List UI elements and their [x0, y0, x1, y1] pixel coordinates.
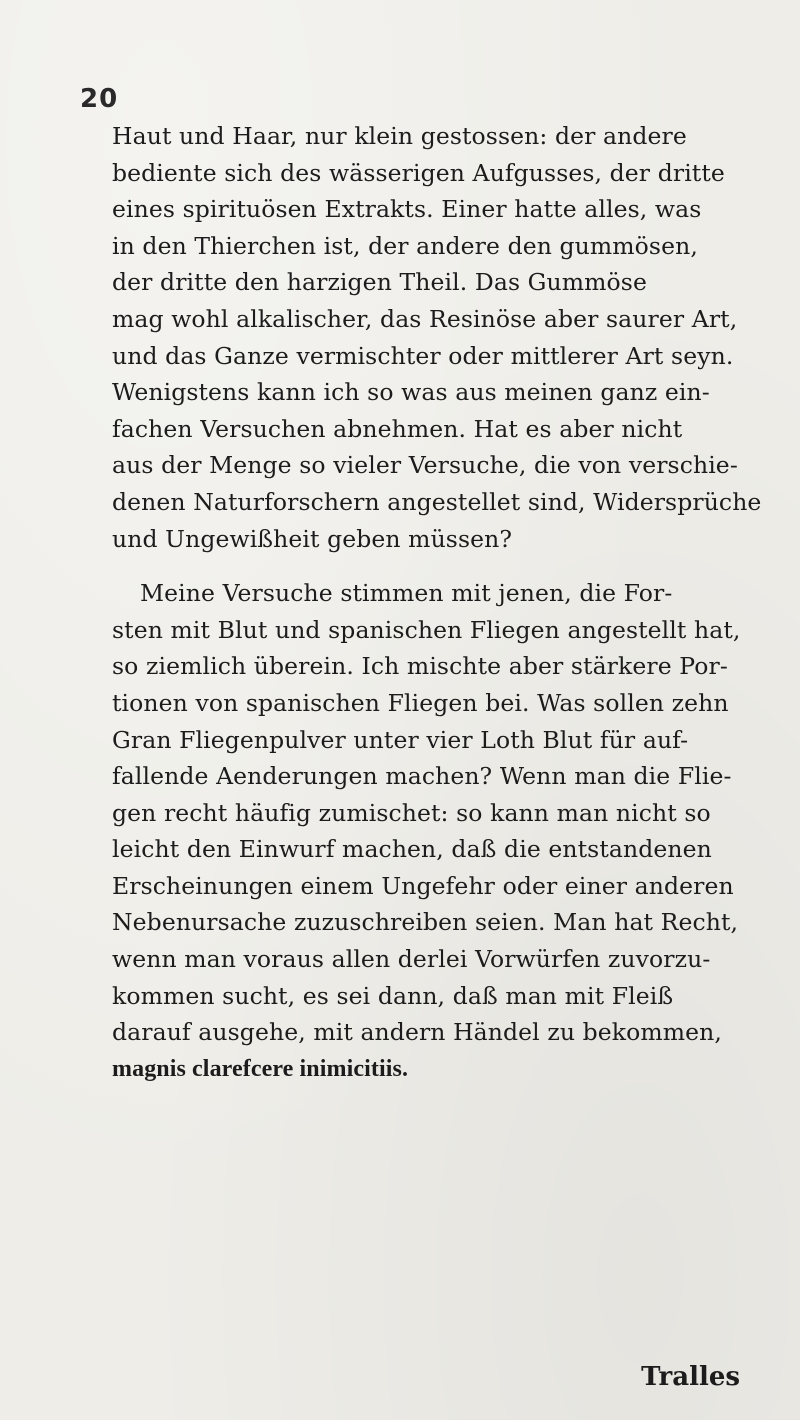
text-line: tionen von spanischen Fliegen bei. Was sollen zehn [112, 688, 729, 717]
text-line: darauf ausgehe, mit andern Händel zu bekommen, [112, 1018, 722, 1047]
text-line: Nebenursache zuzuschreiben seien. Man hat Recht, [112, 908, 739, 937]
text-line: Gran Fliegenpulver unter vier Loth Blut für auf- [112, 725, 689, 754]
paragraph-2 [112, 575, 752, 1087]
text-line: Haut und Haar, nur klein gestossen: der andere [112, 122, 687, 150]
text-line: eines spirituösen Extrakts. Einer hatte alles, was [112, 195, 702, 224]
text-line: bediente sich des wässerigen Aufgusses, der dritte [112, 158, 725, 187]
text-line: in den Thierchen ist, der andere den gummösen, [112, 231, 698, 260]
catchword: Tralles [641, 1362, 740, 1392]
text-line: fallende Aenderungen machen? Wenn man die Flie- [112, 762, 732, 791]
text-line: Meine Versuche stimmen mit jenen, die For- [140, 579, 673, 608]
text-line: Wenigstens kann ich so was aus meinen ganz ein- [112, 378, 710, 407]
text-line: und Ungewißheit geben müssen? [112, 524, 513, 553]
text-line: der dritte den harzigen Theil. Das Gummöse [112, 268, 647, 297]
text-block [112, 118, 762, 1087]
page-number: 20 [80, 84, 119, 114]
latin-quote-line: magnis clarefcere inimicitiis. [112, 1055, 409, 1082]
text-line: leicht den Einwurf machen, daß die entstandenen [112, 835, 712, 864]
paragraph-1 [112, 118, 762, 557]
text-line: Erscheinungen einem Ungefehr oder einer anderen [112, 871, 734, 900]
text-line: sten mit Blut und spanischen Fliegen angestellt hat, [112, 615, 741, 644]
text-line: und das Ganze vermischter oder mittlerer Art seyn. [112, 341, 734, 370]
text-line: denen Naturforschern angestellet sind, Widersprüche [112, 487, 762, 516]
text-line: kommen sucht, es sei dann, daß man mit Fleiß [112, 981, 674, 1010]
text-line: mag wohl alkalischer, das Resinöse aber saurer Art, [112, 304, 738, 333]
text-line: fachen Versuchen abnehmen. Hat es aber nicht [112, 414, 683, 443]
text-line: so ziemlich überein. Ich mischte aber stärkere Por- [112, 652, 728, 681]
text-line: aus der Menge so vieler Versuche, die von verschie- [112, 451, 738, 480]
text-line: wenn man voraus allen derlei Vorwürfen zuvorzu- [112, 945, 711, 974]
text-line: gen recht häufig zumischet: so kann man nicht so [112, 798, 711, 827]
